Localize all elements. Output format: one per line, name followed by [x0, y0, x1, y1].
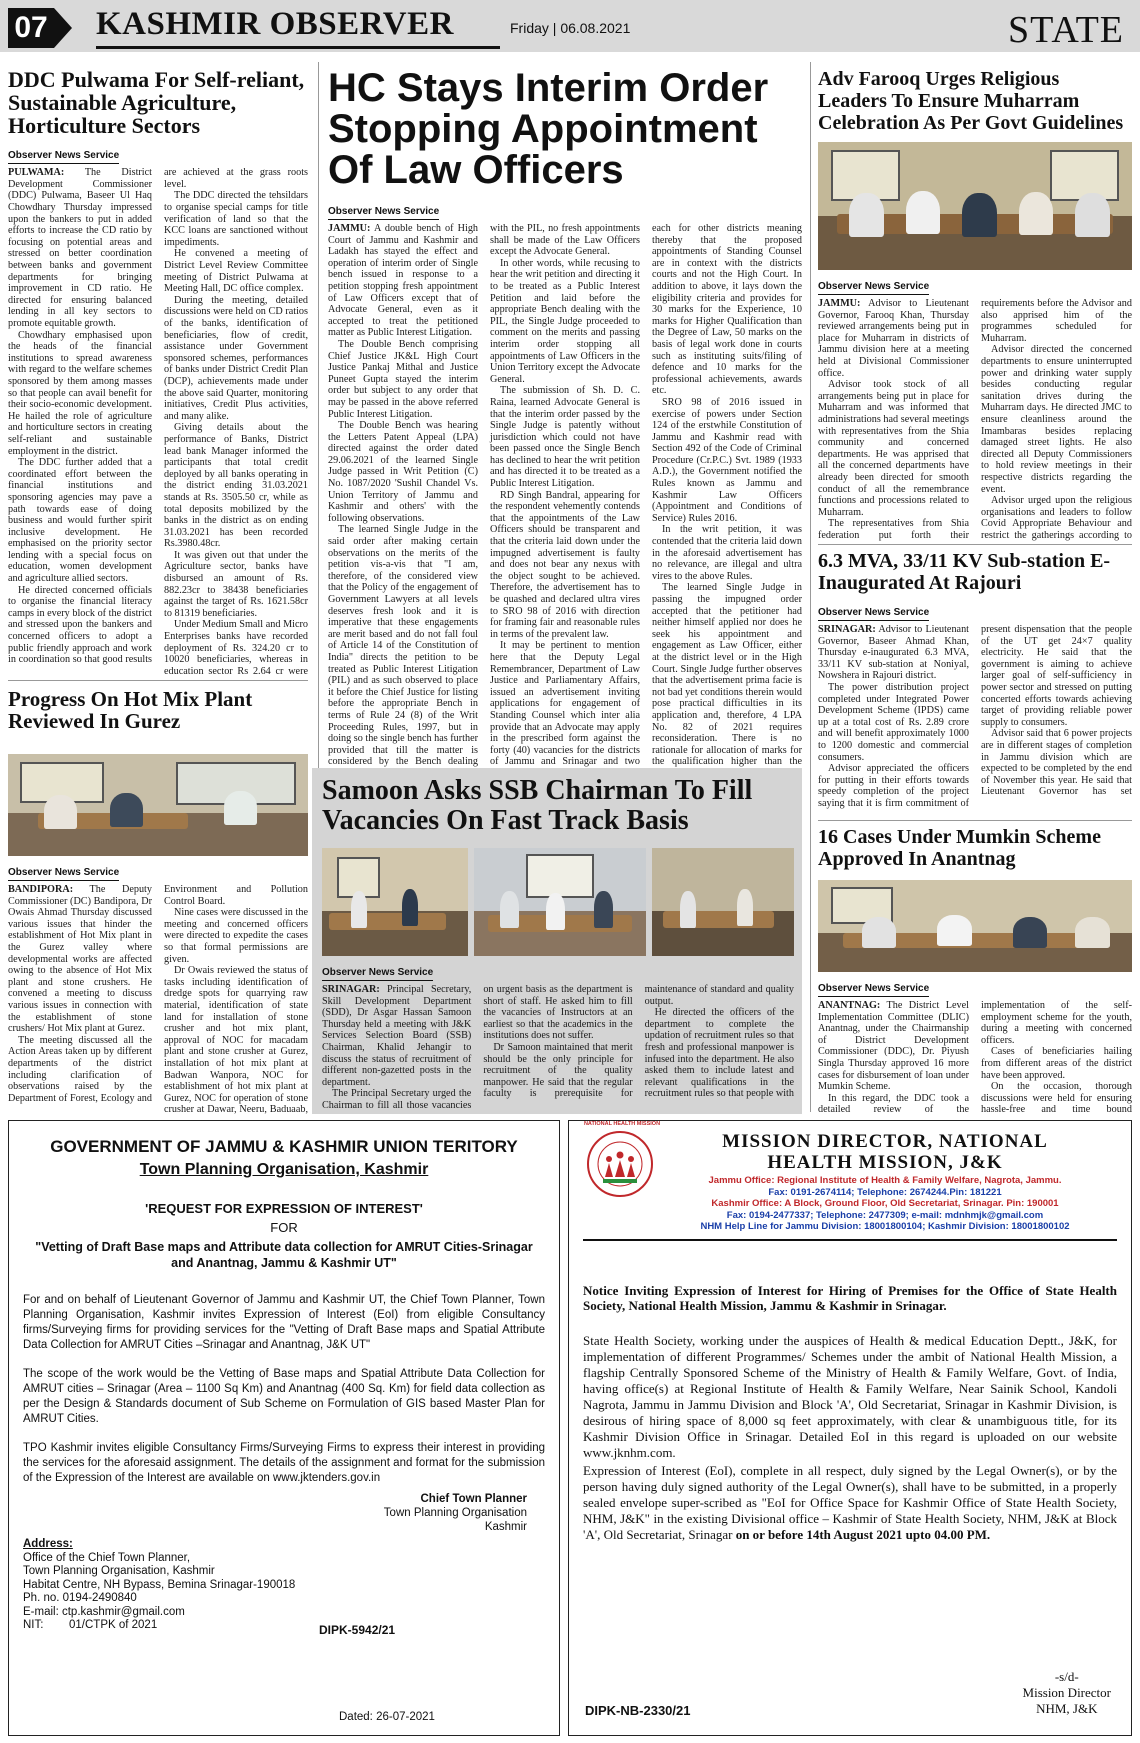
paragraph: The Double Bench comprising Chief Justice JK&L High Court Justice Pankaj Mithal and Justice Puneet Gupta stayed the interim order but subject to any order that may be passed in the above referred Public Interest Litigation.: [328, 338, 478, 420]
address-line: Office of the Chief Town Planner,: [23, 1551, 191, 1564]
paragraph: Advisor said that 6 power projects are in different stages of completion in Jammu division which are expected to be completed by the end of November this year. He said that Lieutenant Governor has set: [981, 728, 1132, 798]
paper-name: KASHMIR OBSERVER: [96, 6, 454, 42]
ad-title: GOVERNMENT OF JAMMU & KASHMIR UNION TERITORY: [50, 1137, 518, 1156]
signatory-line: NHM, J&K: [1036, 1701, 1098, 1716]
byline: Observer News Service: [818, 983, 929, 997]
ad-for: FOR: [270, 1220, 298, 1235]
paragraph: It may be pertinent to mention here that the Deputy Legal Remembrancer, Department of Law Justice and Parliamentary Affairs, issued an advertisement inviting applications for engagement of Standing Counsel which inter alia provide that an Advocate may apply in the prescribed form against the forty (40) vacancies for the districts of Jammu and Srinagar and two each for other districts meaning thereby that the proposed appointments of Standing Counsel are in context with the districts courts and not the High Court. In addition to above, it lays down the eligibility criteria and provides for 30 marks for the Experience, 10 marks for Higher Qualification than the Degree of Law, 50 marks on the basis of legal work done in courts such as instituting suits/filing of defence and 10 marks for the professional achievements, awards etc.: [490, 223, 802, 768]
nhm-title-line: HEALTH MISSION, J&K: [767, 1152, 1003, 1173]
masthead: [0, 0, 1140, 52]
paragraph: Advisor to Lieutenant Governor, Baseer Ahmad Khan, Thursday e-inaugurated 6.3 MVA, 33/11 KV sub-station at Noniyal, Nowshera in Rajouri district.: [818, 624, 969, 682]
article-muharram-body: [818, 276, 1132, 548]
paragraph: The Principal Secretary urged the Chairman to fill all those vacancies on urgent basis as the department is short of staff. He asked him to fill the vacancies of Instructors at an earliest so that the academics in the institutions does not suffer.: [322, 984, 633, 1111]
paragraph: Chowdhary emphasised upon the heads of the financial institutions to spread awareness with regard to the welfare schemes sponsored by them among masses so that people can avail benefit for their socio-economic development. He hailed the role of agriculture and horticulture sectors in creating self-reliant and sustainable employment in the district.: [8, 329, 152, 457]
paragraph: RD Singh Bandral, appearing for the respondent vehemently contends that the appointments of the Law Officers should be transparent and that the criteria laid down under the impugned advertisement is faulty and does not bear any nexus with the object sought to be achieved. Therefore, the advertisement has to be quashed and declared ultra vires to SRO 98 of 2016 with direction for framing fair and reasonable rules in terms of the prevalent law.: [490, 489, 640, 640]
nhm-deadline: on or before 14th August 2021 upto 04.00 PM.: [735, 1526, 991, 1542]
article-body: [818, 1000, 1132, 1118]
paragraph: The District Development Commissioner (DDC) Pulwama, Baseer Ul Haq Chowdhary Thursday impressed upon the bankers to put in added efforts to increase the CD ratio by focusing on potential areas and stressed on better coordination between banks and government departments for bringing improvement in CD ratio. He directed for ensuring balanced lending in all key sectors to promote equitable growth.: [8, 167, 152, 329]
article-mumkin-body: [818, 978, 1132, 1118]
signatory-line: Mission Director: [1022, 1685, 1111, 1700]
article-hc: [328, 68, 802, 771]
headline: 6.3 MVA, 33/11 KV Sub-station E-Inaugurated At Rajouri: [818, 550, 1111, 594]
paragraph: The Deputy Commissioner (DC) Bandipora, Dr Owais Ahmad Thursday discussed various issues that hinder the establishment of Hot Mix plant in the Gurez valley where developmental works are affected owing to the absence of Hot Mix plant and stone crushers. He convened a meeting to discuss various issues in connection with the establishment of stone crushers/ Hot Mix plant at Gurez.: [8, 884, 152, 1035]
paragraph: He directed concerned officials to organise the financial literacy camps in every block of the district and stressed upon the bankers and concerned officers to adopt a public friendly approach and work in coordination so that good results are achieved at the grass roots level.: [8, 167, 308, 666]
divider: [8, 680, 308, 681]
dateline: ANANTNAG:: [818, 1000, 881, 1011]
dateline: PULWAMA:: [8, 167, 65, 179]
photo-muharram-meeting: [818, 142, 1132, 270]
signatory-line: -s/d-: [1054, 1669, 1079, 1684]
article-body: [8, 167, 308, 687]
article-muharram: [818, 68, 1132, 140]
nhm-logo-text: NATIONAL HEALTH MISSION: [583, 1121, 661, 1127]
paragraph: The Double Bench was hearing the Letters Patent Appeal (LPA) directed against the order dated 29.06.2021 of the learned Single Judge passed in Writ Petition (C) No. 1087/2020 'Sushil Chandel Vs. Union Territory of Jammu and Kashmir and others' with the following observations.: [328, 420, 478, 524]
photo-mumkin-meeting: [818, 880, 1132, 972]
article-pulwama: [8, 68, 308, 687]
signatory-line: Chief Town Planner: [420, 1493, 527, 1505]
byline: Observer News Service: [322, 967, 433, 981]
photo-samoon-panel: [474, 848, 646, 956]
paragraph: Advisor took stock of all arrangements being put in place for Muharram and was informed that administrations had several meetings with representatives from the Shia community and concerned departments. He was apprised that all the concerned departments have already been directed for smooth conduct of all the remembrance functions and processions related to Muharram.: [818, 379, 969, 518]
ad-signatory: [23, 1492, 545, 1534]
advertisement-nhm: [568, 1120, 1132, 1736]
paragraph: Advisor to Lieutenant Governor, Farooq Khan, Thursday reviewed arrangements being put in place for Muharram in districts of Jammu division here at a meeting held at Divisional Commissioner office.: [818, 298, 970, 379]
photo-samoon-meeting: [322, 848, 468, 956]
headline: 16 Cases Under Mumkin Scheme Approved In Anantnag: [818, 826, 1101, 870]
article-gurez-body: [8, 862, 308, 1124]
byline: Observer News Service: [818, 281, 929, 295]
article-samoon: [322, 776, 794, 842]
paragraph: Dr Owais reviewed the status of tasks including identification of dredge spots for quarrying raw material, identification of state land for installation of stone crusher and hot mix plant, approval of NOC for macadam plant and stone crusher at Gurez, installation of hot mix plant at Badwan Wanpora, NOC for establishment of hot mix plant at Gurez, NOC for operation of stone crusher at Dawar, Neeru, Baduaab,: [164, 965, 308, 1116]
contact-line: Fax: 0191-2674114; Telephone: 2674244.Pin: 181221: [768, 1186, 1002, 1198]
headline: Progress On Hot Mix Plant Reviewed In Gurez: [8, 687, 253, 734]
address-line: Habitat Centre, NH Bypass, Bemina Srinagar-190018: [23, 1578, 296, 1591]
dateline: JAMMU:: [328, 223, 371, 234]
dateline: SRINAGAR:: [818, 624, 876, 635]
ad-request: 'REQUEST FOR EXPRESSION OF INTEREST': [145, 1201, 423, 1216]
article-gurez: [8, 688, 308, 740]
paragraph: Dr Samoon maintained that merit should be the only principle for recruitment of the quality manpower. He said that the regular faculty is prerequisite for maintenance of standard and quality output.: [483, 984, 794, 1100]
nhm-para-text: Expression of Interest (EoI), complete in all respect, duly signed by the Legal Owner(s), or by the person having duly signed authority of the Legal Owner(s), shall have to be submitted, in a properly sealed envelope super-scribed as "EoI for Office Space for Kashmir Office of State Health Society, NHM, J&K" in the existing Divisional office – Kashmir of State Health Society, NHM, J&K at Block 'A', Old Secretariat, Srinagar: [583, 1462, 1117, 1542]
paragraph: Giving details about the performance of Banks, District lead bank Manager informed the participants that total credit deployed by all banks operating in the district ending 31.03.2021 stands at Rs. 3505.50 cr, while as total deposits mobilized by the banks in the district as on ending 31.03.2021 has been recorded Rs.3980.48cr.: [164, 422, 308, 550]
ad-para: For and on behalf of Lieutenant Governor of Jammu and Kashmir UT, the Chief Town Planner, Town Planning Organisation, Kashmir invites Expression of Interest (EoI) from eligible Consultancy firms/Surveying firms for providing services for the "Vetting of Draft Base maps and Spatial Attribute Data Collection for AMRUT Cities –Srinagar and Anantnag, J&K UT": [23, 1294, 545, 1351]
paragraph: The submission of Sh. D. C. Raina, learned Advocate General is that the interim order passed by the Single Judge is patently without jurisdiction which could not have been passed once the Single Bench has declined to hear the writ petition and has directed it to be treated as a Public Interest Litigation.: [490, 385, 640, 490]
nhm-title: [653, 1131, 1117, 1173]
article-body: [818, 298, 1132, 548]
paragraph: The meeting discussed all the Action Areas taken up by different departments of the district including clarification of observations raised by the Department of Forest, Ecology and Environment and Pollution Control Board.: [8, 884, 308, 1104]
byline: Observer News Service: [8, 867, 119, 881]
issue-date: Friday | 06.08.2021: [510, 20, 631, 36]
ad-dipk: DIPK-5942/21: [319, 1623, 396, 1637]
paragraph: In other words, while recusing to hear the writ petition and directing it to be treated as a Public Interest Petition and laid before the appropriate Bench dealing with the PIL, the Single Judge proceeded to comment on the merits and passing interim order stopping all appointments of Law Officers in the Union Territory except the Advocate General.: [490, 257, 640, 385]
column-rule: [810, 62, 811, 1112]
divider: [818, 544, 1132, 545]
paragraph: The DDC directed the tehsildars to organise special camps for title verification of land so that the KCC loans are sanctioned without impediments.: [164, 190, 308, 248]
article-samoon-body: [322, 962, 794, 1114]
paragraph: Advisor directed the concerned departments to ensure uninterrupted power and drinking water supply besides conducting regular sanitation drives during the Muharram days. He directed JMC to ensure cleanliness around the Imambaras besides replacing damaged street lights. He also directed all Deputy Commissioners to hold review meetings in their respective districts regarding the event.: [981, 344, 1132, 495]
masthead-arrow-icon: [54, 8, 72, 48]
signatory-line: Kashmir: [484, 1521, 527, 1533]
nhm-logo-icon: [589, 1133, 651, 1195]
paragraph: Principal Secretary, Skill Development Department (SDD), Dr Asgar Hassan Samoon Thursday held a meeting with J&K Services Selection Board (SSB) Chairman, Khalid Jehangir to discuss the status of recruitment of different non-gazetted posts in the department.: [322, 984, 472, 1088]
paragraph: On the occasion, thorough discussions were held for ensuring hassle-free and time bound: [981, 1081, 1132, 1116]
paragraph: In the writ petition, it was contended that the criteria laid down in the aforesaid advertisement has no relevance, are illegal and ultra vires to the above Rules.: [652, 524, 802, 582]
paragraph: In this regard, the DDC took a detailed review of the implementation of the self-employment scheme for the youth, during a meeting with concerned officers.: [818, 1000, 1132, 1116]
ad-subtitle: Town Planning Organisation, Kashmir: [139, 1161, 429, 1178]
ad-para: The scope of the work would be the Vetting of Base maps and Spatial Attribute Data Collection for AMRUT cities – Srinagar (Area – 1100 Sq Km) and Anantnag (400 Sq. Km) for field data collection as per the Design & Standards document of Sub Scheme on Formulation of GIS based Master Plan for AMRUT Cities.: [23, 1368, 545, 1425]
paragraph: The District Level Implementation Committee (DLIC) Anantnag, under the Chairmanship of District Development Commissioner (DDC), Dr. Piyush Singla Thursday approved 16 more cases for disbursement of loan under Mumkin Scheme.: [818, 1000, 969, 1093]
paragraph: It was given out that under the Agriculture sector, banks have disbursed an amount of Rs. 882.23cr to 38438 beneficiaries against the target of Rs. 1621.58cr to 81319 beneficiaries.: [164, 549, 308, 619]
paragraph: SRO 98 of 2016 issued in exercise of powers under Section 124 of the erstwhile Constitution of Jammu and Kashmir read with Section 492 of the Code of Criminal Procedure (Cr.P.C.) Svt. 1989 (1933 A.D.), the Government notified the Rules known as Jammu and Kashmir Law Officers (Appointment and Conditions of Service) Rules 2016.: [652, 396, 802, 524]
address-line: E-mail: ctp.kashmir@gmail.com: [23, 1605, 185, 1618]
photo-samoon-hall: [652, 848, 794, 956]
contact-line: Jammu Office: Regional Institute of Health & Family Welfare, Nagrota, Jammu.: [708, 1175, 1062, 1186]
section-name: STATE: [1008, 9, 1124, 51]
contact-line: Fax: 0194-2477337; Telephone: 2477309; e-mail: mdnhmjk@gmail.com: [726, 1209, 1044, 1221]
address-label: Address:: [23, 1538, 73, 1550]
dateline: JAMMU:: [818, 298, 861, 309]
byline: Observer News Service: [8, 150, 119, 164]
article-rajouri: [818, 550, 1132, 812]
address-line: Ph. no. 0194-2490840: [23, 1592, 137, 1604]
contact-line: NHM Help Line for Jammu Division: 18001800104; Kashmir Division: 18001800102: [700, 1221, 1070, 1232]
byline: Observer News Service: [818, 607, 929, 621]
paragraph: Advisor appreciated the officers for putting in their efforts towards speedy completion of the project saying that it is firm commitment of present dispensation that the people of the UT get 24×7 quality electricity. He said that the government is aiming to achieve larger goal of self-sufficiency in power sector and stressed on putting concerted efforts towards achieving target of providing reliable power supply to consumers.: [818, 624, 1132, 809]
article-body: [8, 884, 308, 1124]
nhm-contacts: [653, 1175, 1117, 1233]
paragraph: A double bench of High Court of Jammu and Kashmir and Ladakh has stayed the effect and operation of interim order of Single bench issued in response to a petition stopping fresh appointment of Law Officers except that of Advocate General, even as it accepted to treat the petitioned matter as Public Interest Litigation.: [328, 223, 479, 339]
masthead-rule: [96, 46, 500, 49]
ad-dated: Dated: 26-07-2021: [339, 1711, 435, 1723]
paragraph: The DDC further added that a coordinated effort between the financial institutions and sponsoring agencies may pave a path towards ease of doing business and would further spirit inclusive development. He emphasised on the priority sector lending with a special focus on education, women development and agriculture allied sectors.: [8, 457, 152, 585]
paragraph: The learned Single Judge in the said order after making certain observations on the merits of the petition vis-a-vis that "I am, therefore, of the considered view that the Policy of the engagement of Government Lawyers at all levels deserves fresh look and it is imperative that these engagements are merit based and do not fall foul of Article 14 of the Constitution of India" directs the petition to be treated as Public Interest Litigation (PIL) and as such observed to place it before the Chief Justice for listing before the appropriate Bench in terms of Rule 24 (8) of the Writ Proceeding Rules, 1997, but in doing so the single bench has further provided that till the matter is considered by the Bench dealing with the PIL, no fresh appointments shall be made of the Law Officers except the Advocate General.: [328, 223, 640, 768]
ad-project: "Vetting of Draft Base maps and Attribute data collection for AMRUT Cities-Srinagar and Anantnag, Jammu & Kashmir UT": [35, 1240, 533, 1270]
nhm-dipk: DIPK-NB-2330/21: [585, 1703, 691, 1718]
paragraph: He directed the officers of the department to complete the updation of recruitment rules so that fresh and professional manpower is infused into the department. He also asked them to include latest and relevant qualifications in the recruitment rules so that people with: [644, 1007, 794, 1100]
headline: HC Stays Interim Order Stopping Appointment Of Law Officers: [328, 66, 769, 192]
paragraph: Nine cases were discussed in the meeting and concerned officers were directed to expedite the cases so that formal permissions are given.: [164, 907, 308, 965]
nhm-para: State Health Society, working under the auspices of Health & medical Education Deptt., J&K, for implementation of different Programmes/ Schemes under the ambit of National Health Mission, a flagship Centrally Sponsored Scheme of the Ministry of Health & Family Welfare, Govt. of India, having office(s) at Regional Institute of Health & Family Welfare, Near Sainik School, Kandoli Nagrota, Jammu in Jammu Division and Block 'A', Old Secretariat, Srinagar in Kashmir Division, is desirous of hiring space of 8,000 sq feet approximately, with clear & unambiguous title, for its Kashmir Division Office in Srinagar. Detailed EoI in this regard is uploaded on our website www.jknhm.com.: [583, 1332, 1117, 1460]
page-number: 07: [8, 8, 54, 48]
photo-gurez-meeting: [8, 754, 308, 856]
paragraph: Advisor urged upon the religious organisations and leaders to follow Covid Appropriate Behaviour and restrict the gatherings according to: [981, 495, 1132, 541]
byline: Observer News Service: [328, 206, 439, 220]
nhm-signatory: [1023, 1669, 1111, 1717]
nhm-title-line: MISSION DIRECTOR, NATIONAL: [722, 1131, 1048, 1152]
nhm-divider: [583, 1239, 1117, 1241]
ad-address: [23, 1538, 545, 1633]
paragraph: He convened a meeting of District Level Review Committee meeting of District Pulwama at Meeting Hall, DC office complex.: [164, 248, 308, 295]
paragraph: Cases of beneficiaries hailing from different areas of the district have been approved.: [981, 1046, 1132, 1081]
divider: [818, 820, 1132, 821]
nhm-notice-title: Notice Inviting Expression of Interest for Hiring of Premises for the Office of State Health Society, National Health Mission, Jammu & Kashmir in Srinagar.: [583, 1282, 1117, 1313]
article-mumkin: [818, 826, 1132, 876]
article-body: [818, 624, 1132, 812]
headline: Adv Farooq Urges Religious Leaders To Ensure Muharram Celebration As Per Govt Guidelines: [818, 68, 1124, 134]
nhm-para: [583, 1463, 1117, 1543]
headline: Samoon Asks SSB Chairman To Fill Vacancies On Fast Track Basis: [322, 775, 753, 836]
signatory-line: Town Planning Organisation: [383, 1507, 527, 1519]
paragraph: Under Medium Small and Micro Enterprises banks have recorded deployment of Rs. 324.20 cr to 10020 beneficiaries, whereas in education sector Rs 2.64 cr were: [164, 619, 308, 677]
headline: DDC Pulwama For Self-reliant, Sustainable Agriculture, Horticulture Sectors: [8, 67, 305, 139]
dateline: BANDIPORA:: [8, 884, 74, 895]
nhm-logo: [583, 1121, 661, 1197]
advertisement-tpo: [8, 1120, 560, 1736]
contact-line: Kashmir Office: A Block, Ground Floor, Old Secretariat, Srinagar. Pin: 190001: [711, 1198, 1059, 1209]
nit-number: NIT: 01/CTPK of 2021: [23, 1619, 158, 1631]
address-line: Town Planning Organisation, Kashmir: [23, 1565, 215, 1577]
dateline: SRINAGAR:: [322, 984, 380, 995]
paragraph: The representatives from Shia federation put forth their requirements before the Advisor and also apprised him of the programmes scheduled for Muharram.: [818, 298, 1132, 541]
article-body: [322, 984, 794, 1114]
ad-para: TPO Kashmir invites eligible Consultancy Firms/Surveying Firms to express their interest in providing the services for the aforesaid assignment. The details of the assignment and format for the submission of the Expression of the Interest are available on www.jktenders.gov.in: [23, 1442, 545, 1484]
paragraph: During the meeting, detailed discussions were held on CD ratios of the banks, identification of beneficiaries, flow of credit, assistance under Government sponsored schemes, performances of banks under District Credit Plan (DCP), achievements made under the above said Quarter, monitoring initiatives, Credit Plus activities, and many alike.: [164, 294, 308, 422]
paragraph: The learned Single Judge in passing the impugned order accepted that the petitioner had neither himself applied nor does he seek his appointment and engagement as Law Officer, either at the district level or in the High Court. Single Judge further observes that the advertisement prima facie is not bad yet conditions therein would pose practical difficulties in its application and, therefore, 4 LPA No. 82 of 2021 requires reconsideration. There is no rationale for allocation of marks for the qualification higher than the: [652, 582, 802, 768]
paragraph: The power distribution project completed under Integrated Power Development Scheme (IPDS) came up at a total cost of Rs. 2.89 crore and will benefit approximately 1000 to 1200 domestic and commercial consumers.: [818, 681, 969, 763]
article-body: [328, 223, 802, 771]
